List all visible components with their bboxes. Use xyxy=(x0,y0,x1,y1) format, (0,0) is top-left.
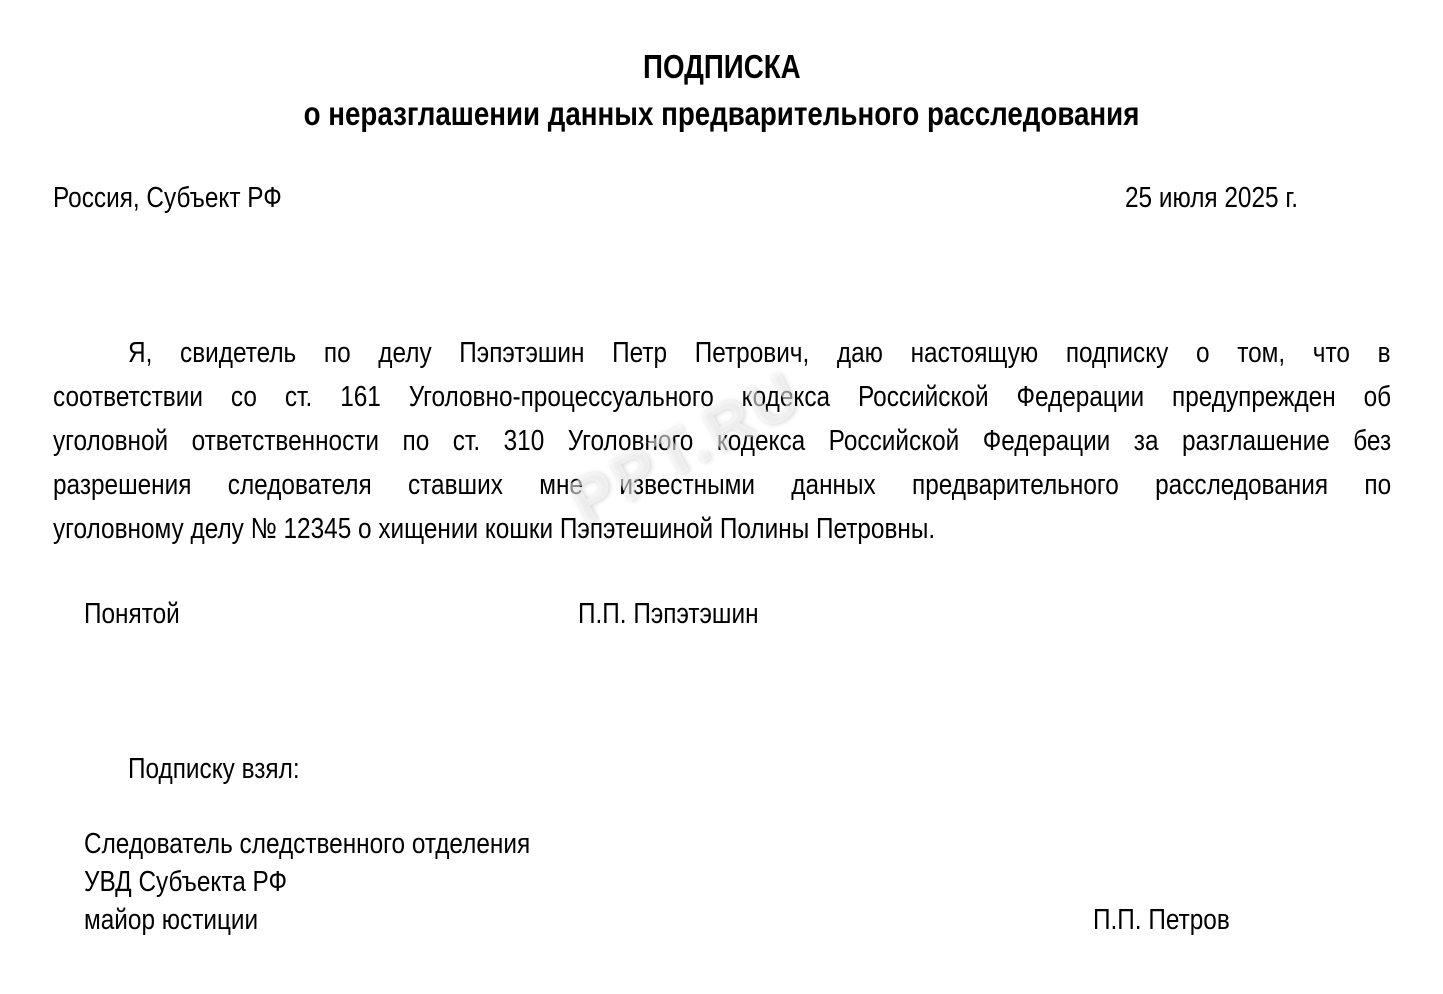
body-line xyxy=(53,334,1391,378)
officer-position-line2 xyxy=(84,865,326,899)
officer-position-line2-text: УВД Субъекта РФ xyxy=(84,866,288,898)
place-text: Россия, Субъект РФ xyxy=(53,182,282,214)
officer-rank-text: майор юстиции xyxy=(84,904,259,936)
officer-position-line1-text: Следователь следственного отделения xyxy=(84,828,531,860)
officer-signature xyxy=(1093,903,1256,937)
document-subtitle-text: о неразглашении данных предварительного расследования xyxy=(303,95,1140,132)
taken-by-label-text: Подписку взял: xyxy=(128,753,300,785)
watermark: PPT.RU xyxy=(557,356,814,538)
body-line xyxy=(53,378,1391,422)
witness-label xyxy=(84,597,198,631)
officer-signature-text: П.П. Петров xyxy=(1093,904,1230,936)
body-line-text: уголовной ответственности по ст. 310 Уголовного кодекса Российской Федерации за разглашение без xyxy=(53,425,1392,457)
witness-signature xyxy=(578,597,793,631)
document-body-paragraph xyxy=(53,334,1391,554)
document-title xyxy=(0,47,1443,87)
body-line xyxy=(53,510,1391,554)
date-text: 25 июля 2025 г. xyxy=(1125,182,1299,214)
body-line-text: Я, свидетель по делу Пэпэтэшин Петр Петрович, даю настоящую подписку о том, что в xyxy=(128,337,1391,369)
body-line-text: уголовному делу № 12345 о хищении кошки Пэпэтешиной Полины Петровны. xyxy=(53,513,936,545)
body-line-text: соответствии со ст. 161 Уголовно-процессуального кодекса Российской Федерации предупрежден об xyxy=(53,381,1392,413)
document-title-text: ПОДПИСКА xyxy=(642,48,801,85)
taken-by-label xyxy=(128,752,332,786)
document-date xyxy=(1125,181,1331,215)
body-line-text: разрешения следователя ставших мне известными данных предварительного расследования по xyxy=(53,469,1392,501)
witness-signature-text: П.П. Пэпэтэшин xyxy=(578,598,759,630)
body-line xyxy=(53,466,1391,510)
document-place xyxy=(53,181,325,215)
body-line xyxy=(53,422,1391,466)
officer-position-line1 xyxy=(84,827,615,861)
witness-label-text: Понятой xyxy=(84,598,180,630)
document-subtitle xyxy=(0,94,1443,134)
officer-rank xyxy=(84,903,291,937)
